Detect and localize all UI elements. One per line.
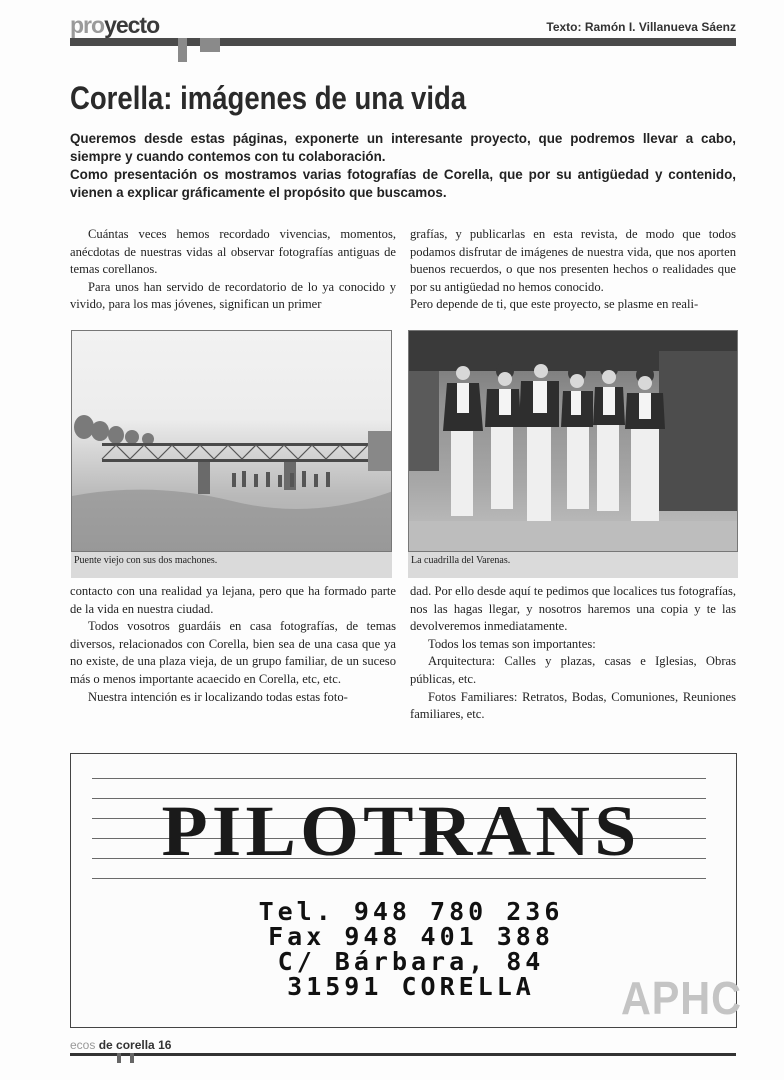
text-column-4 (410, 583, 736, 724)
intro-paragraph: Como presentación os mostramos varias fotografías de Corella, que por su antigüedad y contenido, vienen a explicar gráficamente el propósito que buscamos. (70, 167, 736, 200)
paragraph: Todos vosotros guardáis en casa fotografías, de temas diversos, relacionados con Corella, bien sea de una casa que ya no existe, de una plaza vieja, de un grupo familiar, de un suceso más o menos importante acaecido en Corella, etc, etc. (70, 619, 396, 686)
pilotrans-advertisement (70, 753, 742, 1028)
paragraph: contacto con una realidad ya lejana, pero que ha formado parte de la vida en nuestra ciudad. (70, 584, 396, 616)
text-column-1 (70, 226, 396, 314)
footer-tab-decoration (117, 1053, 121, 1063)
text-column-3 (70, 583, 396, 706)
paragraph: Nuestra intención es ir localizando todas estas foto- (88, 689, 348, 704)
paragraph: Cuántas veces hemos recordado vivencias, momentos, anécdotas de nuestras vidas al observar fotografías antiguas de temas corellanos. (70, 227, 396, 277)
header-tab-decoration (178, 38, 187, 62)
bridge-illustration (72, 331, 392, 552)
ad-rule (92, 878, 706, 879)
group-illustration (409, 331, 738, 552)
footer-page-label: ecos de corella 16 (70, 1038, 172, 1052)
header-tab-decoration (200, 38, 220, 52)
paragraph: Pero depende de ti, que este proyecto, se plasme en reali- (410, 297, 699, 312)
group-photo (408, 330, 738, 552)
bridge-photo (71, 330, 392, 552)
paragraph: dad. Por ello desde aquí te pedimos que localices tus fotografías, nos las hagas llegar, y nosotros haremos una copia y te las devolveremos inmediatamente. (410, 584, 736, 634)
ad-rule (92, 778, 706, 779)
ad-address: C/ Bárbara, 84 (277, 947, 545, 976)
photo-caption: Puente viejo con sus dos machones. (71, 552, 392, 578)
photo-caption: La cuadrilla del Varenas. (408, 552, 738, 578)
ad-city: 31591 CORELLA (287, 972, 535, 1001)
ad-fax: Fax 948 401 388 (268, 922, 554, 951)
paragraph: grafías, y publicarlas en esta revista, de modo que todos podamos disfrutar de imágenes de nuestra vida, que nos aporten buenos recuerdos, o que nos presenten hechos o realidades que por su antigüedad no hemos conocido. (410, 227, 736, 294)
aphc-watermark: APHC (621, 972, 742, 1024)
ad-contact-info (161, 899, 661, 999)
ad-phone: Tel. 948 780 236 (258, 897, 564, 926)
article-intro (70, 130, 736, 202)
article-title: Corella: imágenes de una vida (70, 80, 467, 116)
header-rule (70, 38, 736, 46)
footer-tab-decoration (130, 1053, 134, 1063)
text-column-2 (410, 226, 736, 314)
paragraph: Todos los temas son importantes: (428, 636, 596, 651)
author-credit: Texto: Ramón I. Villanueva Sáenz (546, 20, 736, 34)
paragraph: Fotos Familiares: Retratos, Bodas, Comuniones, Reuniones familiares, etc. (410, 689, 736, 722)
section-label: proyecto (70, 12, 160, 38)
paragraph: Arquitectura: Calles y plazas, casas e Iglesias, Obras públicas, etc. (410, 654, 736, 686)
intro-paragraph: Queremos desde estas páginas, exponerte un interesante proyecto, que podremos llevar a cabo, siempre y cuando contemos con tu colaboración. (70, 131, 736, 164)
paragraph: Para unos han servido de recordatorio de lo ya conocido y vivido, para los mas jóvenes, significan un primer (70, 279, 396, 312)
footer-rule (70, 1053, 736, 1056)
ad-company-name: PILOTRANS (161, 791, 641, 871)
